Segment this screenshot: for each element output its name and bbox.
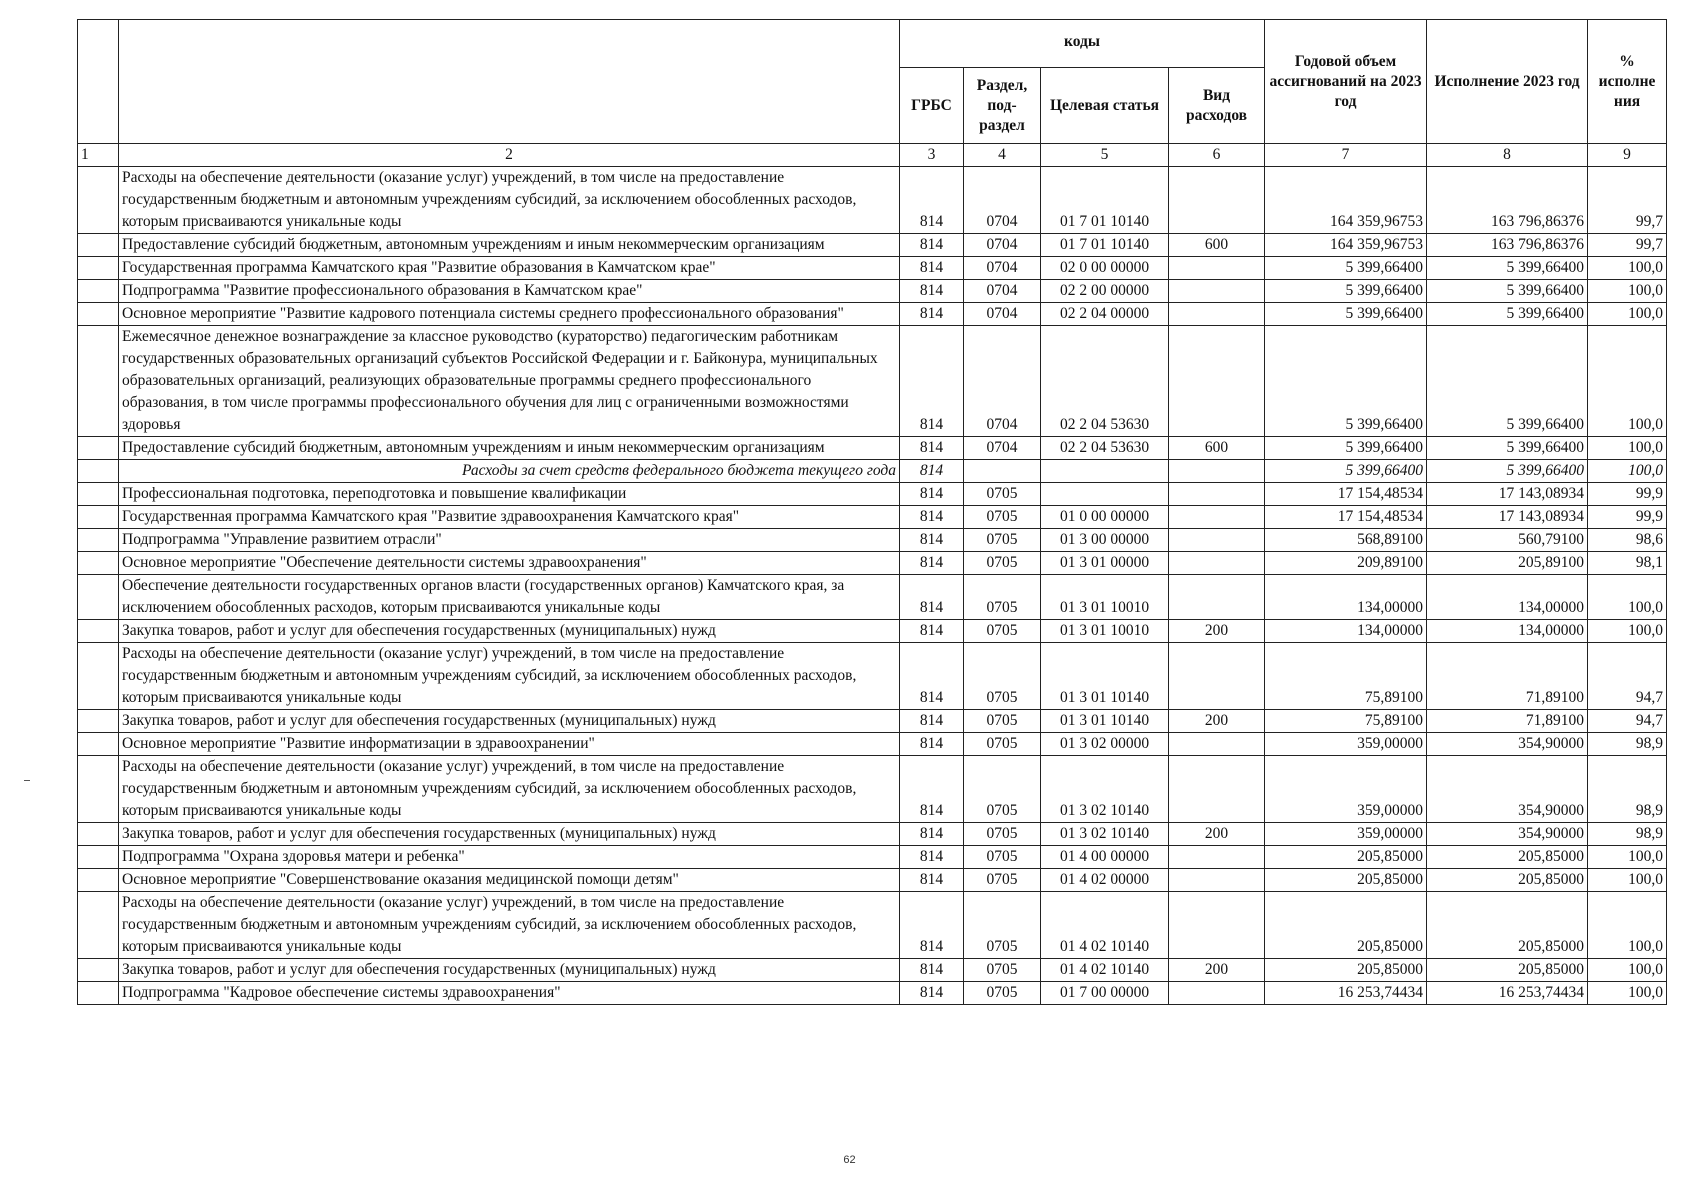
row-execution: 17 143,08934 (1427, 483, 1588, 506)
table-row (78, 756, 1667, 823)
row-index-cell (78, 643, 119, 710)
row-grbs: 814 (900, 982, 964, 1005)
row-index-cell (78, 733, 119, 756)
row-description: Обеспечение деятельности государственных органов власти (государственных органов) Камчатского края, за исключением обособленных расходов, которым присваиваются уникальные коды (119, 575, 900, 620)
row-celevaya (1041, 483, 1169, 506)
row-annual: 134,00000 (1265, 620, 1427, 643)
table-row (78, 234, 1667, 257)
table-body (78, 167, 1667, 1005)
row-description: Расходы на обеспечение деятельности (оказание услуг) учреждений, в том числе на предоставление государственным бюджетным и автономным учреждениям субсидий, за исключением обособленных расходов, которым присваиваются уникальные коды (119, 643, 900, 710)
row-annual: 359,00000 (1265, 756, 1427, 823)
row-execution: 163 796,86376 (1427, 234, 1588, 257)
column-number: 1 (78, 144, 119, 167)
row-grbs: 814 (900, 326, 964, 437)
row-grbs: 814 (900, 460, 964, 483)
table-row (78, 869, 1667, 892)
row-index-cell (78, 257, 119, 280)
row-celevaya: 01 4 02 10140 (1041, 959, 1169, 982)
table-row (78, 982, 1667, 1005)
header-execution: Исполнение 2023 год (1427, 20, 1588, 144)
row-razdel: 0704 (964, 234, 1041, 257)
row-index-cell (78, 710, 119, 733)
row-vid (1169, 483, 1265, 506)
row-percent: 98,6 (1588, 529, 1667, 552)
row-celevaya: 01 3 02 10140 (1041, 756, 1169, 823)
table-row (78, 846, 1667, 869)
row-celevaya: 01 3 00 00000 (1041, 529, 1169, 552)
row-razdel: 0704 (964, 280, 1041, 303)
row-celevaya: 01 3 02 10140 (1041, 823, 1169, 846)
row-razdel: 0705 (964, 846, 1041, 869)
row-execution: 205,85000 (1427, 846, 1588, 869)
row-description: Предоставление субсидий бюджетным, автономным учреждениям и иным некоммерческим организациям (119, 437, 900, 460)
row-razdel: 0704 (964, 257, 1041, 280)
row-celevaya: 02 2 00 00000 (1041, 280, 1169, 303)
header-razdel: Раздел, под-раздел (964, 68, 1041, 144)
row-execution: 5 399,66400 (1427, 257, 1588, 280)
row-razdel: 0705 (964, 892, 1041, 959)
row-razdel: 0705 (964, 529, 1041, 552)
row-annual: 75,89100 (1265, 643, 1427, 710)
row-grbs: 814 (900, 506, 964, 529)
row-annual: 359,00000 (1265, 823, 1427, 846)
header-codes-group: коды (900, 20, 1265, 68)
row-description: Предоставление субсидий бюджетным, автономным учреждениям и иным некоммерческим организациям (119, 234, 900, 257)
column-number: 8 (1427, 144, 1588, 167)
table-header (78, 20, 1667, 167)
row-razdel: 0705 (964, 982, 1041, 1005)
table-row (78, 483, 1667, 506)
row-celevaya: 01 4 02 00000 (1041, 869, 1169, 892)
column-number: 2 (119, 144, 900, 167)
row-annual: 75,89100 (1265, 710, 1427, 733)
column-number: 9 (1588, 144, 1667, 167)
table-row (78, 823, 1667, 846)
row-grbs: 814 (900, 892, 964, 959)
row-grbs: 814 (900, 280, 964, 303)
row-execution: 205,85000 (1427, 869, 1588, 892)
row-vid: 200 (1169, 823, 1265, 846)
row-vid: 200 (1169, 710, 1265, 733)
row-execution: 134,00000 (1427, 620, 1588, 643)
row-vid (1169, 529, 1265, 552)
header-annual: Годовой объем ассигнований на 2023 год (1265, 20, 1427, 144)
row-percent: 100,0 (1588, 869, 1667, 892)
row-vid: 600 (1169, 437, 1265, 460)
table-row (78, 437, 1667, 460)
row-execution: 163 796,86376 (1427, 167, 1588, 234)
row-index-cell (78, 823, 119, 846)
header-vid: Вид расходов (1169, 68, 1265, 144)
row-description: Расходы за счет средств федерального бюджета текущего года (119, 460, 900, 483)
scan-mark (24, 780, 30, 781)
table-row (78, 257, 1667, 280)
table-row (78, 620, 1667, 643)
row-celevaya: 01 7 00 00000 (1041, 982, 1169, 1005)
row-percent: 100,0 (1588, 846, 1667, 869)
row-razdel: 0705 (964, 733, 1041, 756)
row-grbs: 814 (900, 869, 964, 892)
table-row (78, 529, 1667, 552)
row-annual: 5 399,66400 (1265, 280, 1427, 303)
header-percent: % исполне ния (1588, 20, 1667, 144)
row-index-cell (78, 892, 119, 959)
table-row (78, 280, 1667, 303)
table-row (78, 303, 1667, 326)
row-celevaya (1041, 460, 1169, 483)
table-row (78, 506, 1667, 529)
row-grbs: 814 (900, 959, 964, 982)
row-annual: 5 399,66400 (1265, 460, 1427, 483)
row-grbs: 814 (900, 733, 964, 756)
row-description: Основное мероприятие "Развитие информатизации в здравоохранении" (119, 733, 900, 756)
row-grbs: 814 (900, 846, 964, 869)
row-grbs: 814 (900, 552, 964, 575)
row-percent: 94,7 (1588, 643, 1667, 710)
row-execution: 205,85000 (1427, 959, 1588, 982)
row-annual: 205,85000 (1265, 892, 1427, 959)
row-execution: 5 399,66400 (1427, 326, 1588, 437)
row-index-cell (78, 575, 119, 620)
row-index-cell (78, 959, 119, 982)
row-execution: 17 143,08934 (1427, 506, 1588, 529)
row-percent: 98,9 (1588, 823, 1667, 846)
row-celevaya: 01 0 00 00000 (1041, 506, 1169, 529)
row-razdel: 0705 (964, 506, 1041, 529)
page-number: 62 (843, 1154, 856, 1166)
row-razdel: 0705 (964, 483, 1041, 506)
row-index-cell (78, 280, 119, 303)
row-razdel: 0705 (964, 756, 1041, 823)
row-razdel: 0705 (964, 710, 1041, 733)
row-percent: 100,0 (1588, 303, 1667, 326)
row-annual: 5 399,66400 (1265, 303, 1427, 326)
table-row (78, 959, 1667, 982)
row-vid (1169, 575, 1265, 620)
row-percent: 100,0 (1588, 620, 1667, 643)
row-vid (1169, 257, 1265, 280)
row-index-cell (78, 756, 119, 823)
row-percent: 100,0 (1588, 460, 1667, 483)
row-grbs: 814 (900, 167, 964, 234)
row-description: Ежемесячное денежное вознаграждение за классное руководство (кураторство) педагогическим работникам государственных образовательных организаций субъектов Российской Федерации и г. Байконура, муниципальных образовательных организаций, реализующих образовательные программы среднего профессионального образования, в том числе программы профессионального обучения для лиц с ограниченными возможностями здоровья (119, 326, 900, 437)
column-number: 7 (1265, 144, 1427, 167)
row-annual: 164 359,96753 (1265, 167, 1427, 234)
row-percent: 100,0 (1588, 892, 1667, 959)
row-annual: 17 154,48534 (1265, 483, 1427, 506)
row-celevaya: 01 3 01 10010 (1041, 620, 1169, 643)
row-annual: 568,89100 (1265, 529, 1427, 552)
row-annual: 359,00000 (1265, 733, 1427, 756)
column-number: 5 (1041, 144, 1169, 167)
column-number: 6 (1169, 144, 1265, 167)
table-row (78, 326, 1667, 437)
table-row (78, 643, 1667, 710)
row-percent: 100,0 (1588, 575, 1667, 620)
row-execution: 134,00000 (1427, 575, 1588, 620)
row-index-cell (78, 167, 119, 234)
row-index-cell (78, 846, 119, 869)
row-grbs: 814 (900, 529, 964, 552)
row-celevaya: 02 0 00 00000 (1041, 257, 1169, 280)
row-celevaya: 01 7 01 10140 (1041, 167, 1169, 234)
row-celevaya: 01 3 02 00000 (1041, 733, 1169, 756)
row-razdel: 0704 (964, 437, 1041, 460)
row-description: Основное мероприятие "Развитие кадрового потенциала системы среднего профессионального образования" (119, 303, 900, 326)
table-row (78, 710, 1667, 733)
column-number-row (78, 144, 1667, 167)
row-description: Подпрограмма "Охрана здоровья матери и ребенка" (119, 846, 900, 869)
row-vid (1169, 756, 1265, 823)
row-grbs: 814 (900, 303, 964, 326)
row-vid (1169, 303, 1265, 326)
row-index-cell (78, 303, 119, 326)
row-celevaya: 01 4 00 00000 (1041, 846, 1169, 869)
row-grbs: 814 (900, 823, 964, 846)
row-grbs: 814 (900, 483, 964, 506)
row-vid (1169, 506, 1265, 529)
row-annual: 17 154,48534 (1265, 506, 1427, 529)
row-vid (1169, 326, 1265, 437)
table-row (78, 892, 1667, 959)
row-razdel: 0705 (964, 959, 1041, 982)
row-vid (1169, 552, 1265, 575)
row-description: Расходы на обеспечение деятельности (оказание услуг) учреждений, в том числе на предоставление государственным бюджетным и автономным учреждениям субсидий, за исключением обособленных расходов, которым присваиваются уникальные коды (119, 892, 900, 959)
row-razdel: 0704 (964, 303, 1041, 326)
row-description: Подпрограмма "Развитие профессионального образования в Камчатском крае" (119, 280, 900, 303)
row-index-cell (78, 326, 119, 437)
row-description: Основное мероприятие "Совершенствование оказания медицинской помощи детям" (119, 869, 900, 892)
row-annual: 205,85000 (1265, 869, 1427, 892)
row-razdel: 0705 (964, 869, 1041, 892)
row-razdel: 0704 (964, 326, 1041, 437)
row-grbs: 814 (900, 643, 964, 710)
row-index-cell (78, 982, 119, 1005)
row-description: Подпрограмма "Кадровое обеспечение системы здравоохранения" (119, 982, 900, 1005)
table-row (78, 575, 1667, 620)
row-percent: 100,0 (1588, 982, 1667, 1005)
table-row (78, 167, 1667, 234)
row-grbs: 814 (900, 620, 964, 643)
row-description: Государственная программа Камчатского края "Развитие здравоохранения Камчатского края" (119, 506, 900, 529)
row-execution: 5 399,66400 (1427, 460, 1588, 483)
row-execution: 354,90000 (1427, 756, 1588, 823)
row-percent: 100,0 (1588, 326, 1667, 437)
row-execution: 71,89100 (1427, 643, 1588, 710)
row-vid: 200 (1169, 959, 1265, 982)
row-description: Основное мероприятие "Обеспечение деятельности системы здравоохранения" (119, 552, 900, 575)
row-celevaya: 01 3 01 10010 (1041, 575, 1169, 620)
row-razdel: 0705 (964, 552, 1041, 575)
row-razdel: 0705 (964, 823, 1041, 846)
row-annual: 134,00000 (1265, 575, 1427, 620)
row-celevaya: 02 2 04 53630 (1041, 326, 1169, 437)
row-grbs: 814 (900, 575, 964, 620)
row-execution: 560,79100 (1427, 529, 1588, 552)
row-vid (1169, 982, 1265, 1005)
row-description: Закупка товаров, работ и услуг для обеспечения государственных (муниципальных) нужд (119, 620, 900, 643)
row-execution: 16 253,74434 (1427, 982, 1588, 1005)
row-vid (1169, 460, 1265, 483)
table-row (78, 460, 1667, 483)
row-annual: 205,85000 (1265, 846, 1427, 869)
row-vid (1169, 280, 1265, 303)
row-execution: 5 399,66400 (1427, 437, 1588, 460)
row-index-cell (78, 483, 119, 506)
row-execution: 354,90000 (1427, 733, 1588, 756)
row-annual: 209,89100 (1265, 552, 1427, 575)
row-execution: 205,85000 (1427, 892, 1588, 959)
row-vid (1169, 167, 1265, 234)
row-execution: 205,89100 (1427, 552, 1588, 575)
row-grbs: 814 (900, 257, 964, 280)
row-percent: 94,7 (1588, 710, 1667, 733)
row-grbs: 814 (900, 710, 964, 733)
row-vid (1169, 643, 1265, 710)
row-index-cell (78, 506, 119, 529)
row-description: Расходы на обеспечение деятельности (оказание услуг) учреждений, в том числе на предоставление государственным бюджетным и автономным учреждениям субсидий, за исключением обособленных расходов, которым присваиваются уникальные коды (119, 756, 900, 823)
row-index-cell (78, 234, 119, 257)
row-vid (1169, 869, 1265, 892)
row-percent: 99,9 (1588, 483, 1667, 506)
row-description: Подпрограмма "Управление развитием отрасли" (119, 529, 900, 552)
budget-execution-table (77, 19, 1667, 1005)
row-percent: 100,0 (1588, 437, 1667, 460)
row-celevaya: 01 7 01 10140 (1041, 234, 1169, 257)
row-annual: 5 399,66400 (1265, 437, 1427, 460)
row-execution: 354,90000 (1427, 823, 1588, 846)
row-annual: 16 253,74434 (1265, 982, 1427, 1005)
row-description: Закупка товаров, работ и услуг для обеспечения государственных (муниципальных) нужд (119, 959, 900, 982)
row-description: Профессиональная подготовка, переподготовка и повышение квалификации (119, 483, 900, 506)
row-index-cell (78, 869, 119, 892)
table-row (78, 733, 1667, 756)
row-percent: 99,7 (1588, 234, 1667, 257)
row-description: Закупка товаров, работ и услуг для обеспечения государственных (муниципальных) нужд (119, 823, 900, 846)
row-execution: 5 399,66400 (1427, 280, 1588, 303)
row-index-cell (78, 620, 119, 643)
row-percent: 98,9 (1588, 756, 1667, 823)
row-grbs: 814 (900, 234, 964, 257)
row-description: Расходы на обеспечение деятельности (оказание услуг) учреждений, в том числе на предоставление государственным бюджетным и автономным учреждениям субсидий, за исключением обособленных расходов, которым присваиваются уникальные коды (119, 167, 900, 234)
row-annual: 5 399,66400 (1265, 326, 1427, 437)
row-execution: 5 399,66400 (1427, 303, 1588, 326)
row-annual: 205,85000 (1265, 959, 1427, 982)
table-row (78, 552, 1667, 575)
row-index-cell (78, 437, 119, 460)
row-annual: 5 399,66400 (1265, 257, 1427, 280)
row-vid: 200 (1169, 620, 1265, 643)
row-percent: 98,9 (1588, 733, 1667, 756)
row-celevaya: 01 4 02 10140 (1041, 892, 1169, 959)
header-celevaya: Целевая статья (1041, 68, 1169, 144)
row-celevaya: 01 3 01 10140 (1041, 643, 1169, 710)
row-celevaya: 01 3 01 10140 (1041, 710, 1169, 733)
column-number: 3 (900, 144, 964, 167)
row-razdel: 0704 (964, 167, 1041, 234)
row-percent: 99,9 (1588, 506, 1667, 529)
row-razdel: 0705 (964, 575, 1041, 620)
header-blank-num (78, 20, 119, 144)
row-execution: 71,89100 (1427, 710, 1588, 733)
row-percent: 100,0 (1588, 280, 1667, 303)
row-index-cell (78, 529, 119, 552)
row-index-cell (78, 460, 119, 483)
column-number: 4 (964, 144, 1041, 167)
row-vid (1169, 846, 1265, 869)
row-celevaya: 02 2 04 00000 (1041, 303, 1169, 326)
header-blank-desc (119, 20, 900, 144)
row-razdel: 0705 (964, 620, 1041, 643)
row-razdel (964, 460, 1041, 483)
row-annual: 164 359,96753 (1265, 234, 1427, 257)
row-vid (1169, 733, 1265, 756)
row-description: Государственная программа Камчатского края "Развитие образования в Камчатском крае" (119, 257, 900, 280)
row-celevaya: 02 2 04 53630 (1041, 437, 1169, 460)
row-index-cell (78, 552, 119, 575)
row-vid: 600 (1169, 234, 1265, 257)
row-vid (1169, 892, 1265, 959)
row-description: Закупка товаров, работ и услуг для обеспечения государственных (муниципальных) нужд (119, 710, 900, 733)
row-celevaya: 01 3 01 00000 (1041, 552, 1169, 575)
row-grbs: 814 (900, 756, 964, 823)
row-percent: 99,7 (1588, 167, 1667, 234)
row-percent: 100,0 (1588, 257, 1667, 280)
header-grbs: ГРБС (900, 68, 964, 144)
row-percent: 100,0 (1588, 959, 1667, 982)
row-grbs: 814 (900, 437, 964, 460)
row-percent: 98,1 (1588, 552, 1667, 575)
row-razdel: 0705 (964, 643, 1041, 710)
